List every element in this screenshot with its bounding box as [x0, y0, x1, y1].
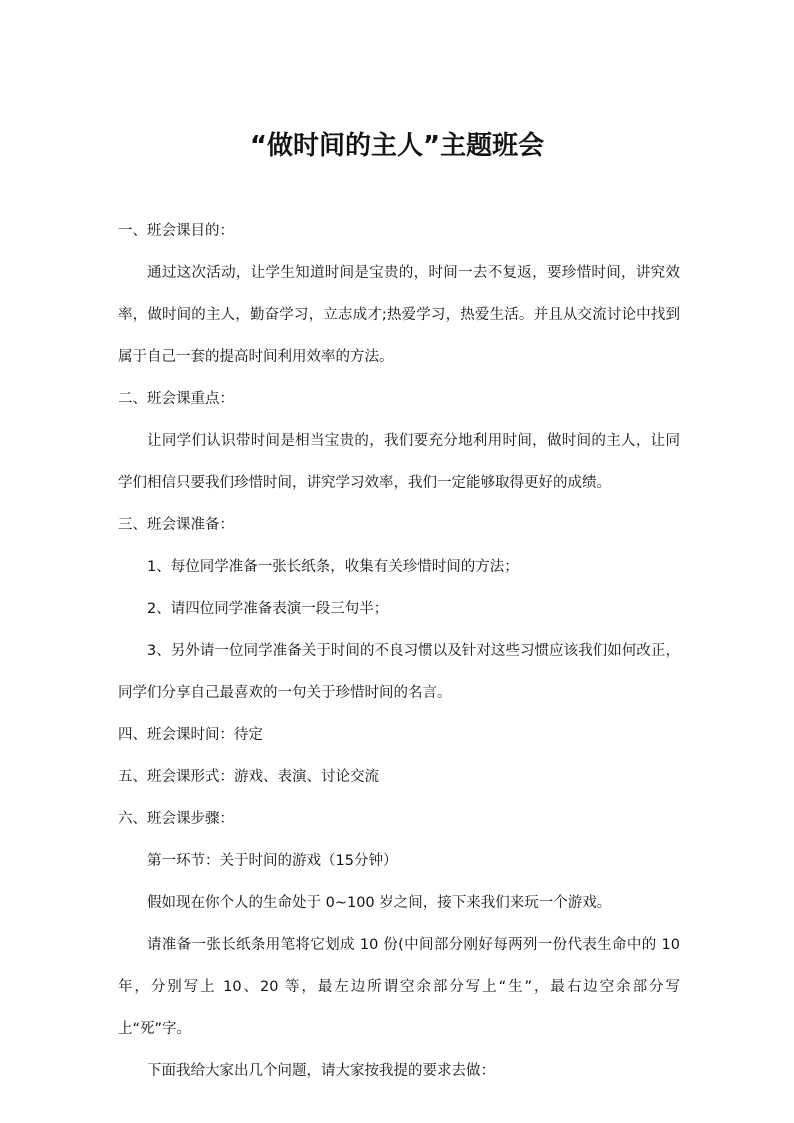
document-body [118, 210, 680, 1092]
document-title: “做时间的主人”主题班会 [249, 131, 545, 161]
paragraph-step-1-intro: 假如现在你个人的生命处于 0~100 岁之间，接下来我们来玩一个游戏。 [147, 895, 612, 911]
paragraph-step-1-instructions: 请准备一张长纸条用笔将它划成 10 份(中间部分刚好每两列一份代表生命中的 10 年，分别写上 10、20 等，最左边所谓空余部分写上“生”，最右边空余部分写上“死”字。 [118, 937, 680, 1037]
list-item-preparation-2: 2、请四位同学准备表演一段三句半； [147, 601, 389, 617]
paragraph-step-1-title: 第一环节：关于时间的游戏（15分钟） [147, 853, 398, 869]
section-heading-format: 五、班会课形式：游戏、表演、讨论交流 [118, 769, 379, 785]
list-item-preparation-3: 3、另外请一位同学准备关于时间的不良习惯以及针对这些习惯应该我们如何改正，同学们分享自己最喜欢的一句关于珍惜时间的名言。 [118, 643, 680, 701]
section-heading-preparation: 三、班会课准备： [118, 517, 234, 533]
section-heading-steps: 六、班会课步骤： [118, 811, 234, 827]
section-heading-focus: 二、班会课重点： [118, 391, 234, 407]
list-item-preparation-1: 1、每位同学准备一张长纸条，收集有关珍惜时间的方法； [147, 559, 519, 575]
paragraph-step-1-questions: 下面我给大家出几个问题，请大家按我提的要求去做： [147, 1063, 495, 1079]
section-heading-time: 四、班会课时间：待定 [118, 727, 263, 743]
paragraph-focus: 让同学们认识带时间是相当宝贵的，我们要充分地利用时间，做时间的主人，让同学们相信只要我们珍惜时间，讲究学习效率，我们一定能够取得更好的成绩。 [118, 433, 680, 491]
paragraph-purpose: 通过这次活动，让学生知道时间是宝贵的，时间一去不复返，要珍惜时间，讲究效率，做时间的主人，勤奋学习，立志成才;热爱学习，热爱生活。并且从交流讨论中找到属于自己一套的提高时间利用效率的方法。 [118, 265, 680, 365]
section-heading-purpose: 一、班会课目的： [118, 223, 234, 239]
